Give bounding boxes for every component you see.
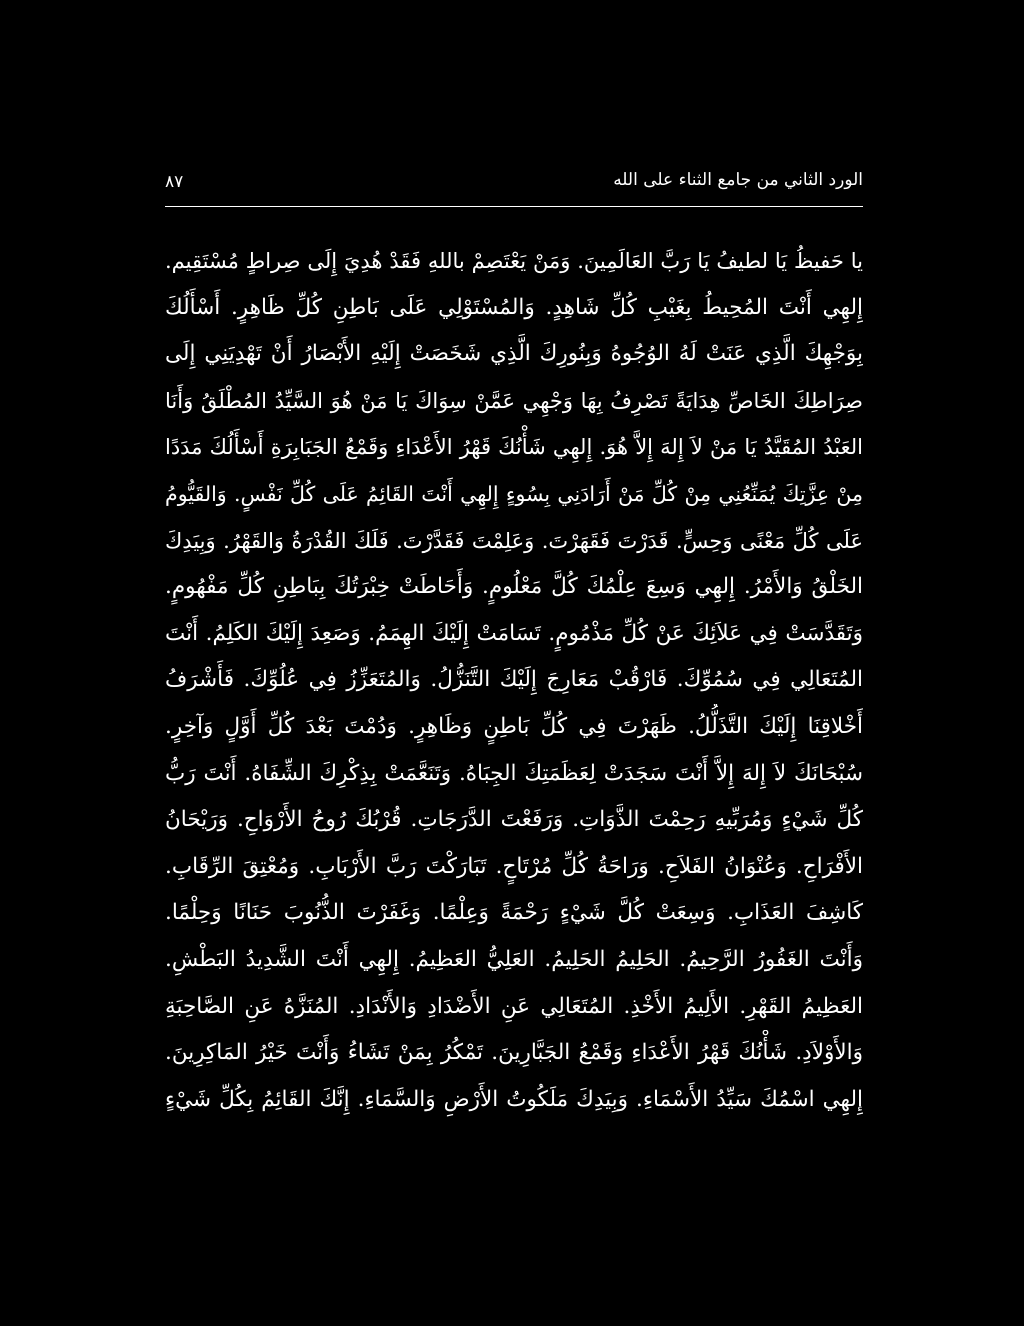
text-line: وَتَقَدَّسَتْ فِي عَلاَئِكَ عَنْ كُلِّ مَذْمُومٍ. تَسَامَتْ إِلَيْكَ الهِمَمُ. وَصَعِدَ إِلَيْكَ الكَلِمُ. أَنْتَ xyxy=(165,620,863,646)
body-text xyxy=(165,238,863,1123)
text-line: عَلَى كُلِّ مَعْنًى وَحِسٍّ. قَدَرْتَ فَقَهَرْتَ. وَعَلِمْتَ فَقَدَّرْتَ. فَلَكَ القُدْرَةُ وَالقَهْرُ. وَبِيَدِكَ xyxy=(165,528,863,553)
text-line: كَاشِفَ العَذَابِ. وَسِعَتْ كُلَّ شَيْءٍ رَحْمَةً وَعِلْمًا. وَغَفَرْتَ الذُّنُوبَ حَنَانًا وَحِلْمًا. xyxy=(165,900,863,926)
text-line: إِلهِي أَنْتَ المُحِيطُ بِغَيْبِ كُلِّ شَاهِدٍ. وَالمُسْتَوْلِي عَلَى بَاطِنِ كُلِّ ظَاهِرٍ. أَسْأَلُكَ xyxy=(165,294,863,320)
text-line: أَخْلاقِنَا إِلَيْكَ التَّذَلُّلُ. ظَهَرْتَ فِي كُلِّ بَاطِنٍ وَظَاهِرٍ. وَدُمْتَ بَعْدَ كُلِّ أَوَّلٍ وَآخِرٍ. xyxy=(165,713,863,739)
text-line: وَالأَوْلاَدِ. شَأْنُكَ قَهْرُ الأَعْدَاءِ وَقَمْعُ الجَبَّارِينَ. تَمْكُرُ بِمَنْ تَشَاءُ وَأَنْتَ خَيْرُ المَاكِرِينَ. xyxy=(165,1040,863,1066)
text-line: يا حَفيظُ يَا لطيفُ يَا رَبَّ العَالَمِينَ. وَمَنْ يَعْتَصِمْ باللهِ فَقَدْ هُدِيَ إِلَى صِراطٍ مُسْتَقِيم. xyxy=(165,249,863,273)
running-title: الورد الثاني من جامع الثناء على الله xyxy=(613,170,863,190)
text-line: كُلِّ شَيْءٍ وَمُرَبِّيهِ رَحِمْتَ الذَّوَاتِ. وَرَفَعْتَ الدَّرَجَاتِ. قُرْبُكَ رُوحُ الأَرْوَاحِ. وَرَيْحَانُ xyxy=(165,807,863,833)
text-line: سُبْحَانَكَ لاَ إِلهَ إِلاَّ أَنْتَ سَجَدَتْ لِعَظَمَتِكَ الجِبَاهُ. وَتَنَعَّمَتْ بِذِكْرِكَ الشِّفَاهُ. أَنْتَ رَبُّ xyxy=(165,760,863,786)
text-line: الخَلْقُ وَالأَمْرُ. إِلهِي وَسِعَ عِلْمُكَ كُلَّ مَعْلُومٍ. وَأَحَاطَتْ خِبْرَتُكَ بِبَاطِنِ كُلِّ مَفْهُومٍ. xyxy=(165,574,863,600)
text-line: العَبْدُ المُقَيَّدُ يَا مَنْ لاَ إِلهَ إِلاَّ هُوَ. إِلهِي شَأْنُكَ قَهْرُ الأَعْدَاءِ وَقَمْعُ الجَبَابِرَةِ أَسْأَلُكَ مَدَدًا xyxy=(165,435,863,460)
text-line: مِنْ عِزَّتِكَ يُمَنِّعُنِي مِنْ كُلِّ مَنْ أَرَادَنِي بِسُوءٍ إِلهِي أَنْتَ القَائِمُ عَلَى كُلِّ نَفْسٍ. وَالقَيُّومُ xyxy=(165,481,863,506)
text-line: المُتَعَالِي فِي سُمُوِّكَ. فَارْقُبْ مَعَارِجَ إِلَيْكَ التَّنَزُّلُ. وَالمُتَعَزِّزُ فِي عُلُوِّكَ. فَأَشْرَفُ xyxy=(165,667,863,693)
text-line: صِرَاطِكَ الخَاصِّ هِدَايَةً تَصْرِفُ بِهَا وَجْهِي عَمَّنْ سِوَاكَ يَا مَنْ هُوَ السَّيِّدُ المُطْلَقُ وَأَنَا xyxy=(165,388,863,413)
text-line: الأَفْرَاحِ. وَعُنْوَانُ الفَلاَحِ. وَرَاحَةُ كُلِّ مُرْتَاحٍ. تَبَارَكْتَ رَبَّ الأَرْبَابِ. وَمُعْتِقَ الرِّقَابِ. xyxy=(165,853,863,879)
text-line: بِوَجْهِكَ الَّذِي عَنَتْ لَهُ الوُجُوهُ وَبِنُورِكَ الَّذِي شَخَصَتْ إِلَيْهِ الأَبْصَارُ أَنْ تَهْدِيَنِي إِلَى xyxy=(165,341,863,367)
header-rule xyxy=(165,206,863,207)
text-line: إِلهِي اسْمُكَ سَيِّدُ الأَسْمَاءِ. وَبِيَدِكَ مَلَكُوتُ الأَرْضِ وَالسَّمَاءِ. إِنَّكَ القَائِمُ بِكُلِّ شَيْءٍ xyxy=(165,1086,863,1112)
page-number: ٨٧ xyxy=(165,172,184,192)
text-line: العَظِيمُ القَهْرِ. الأَلِيمُ الأَخْذِ. المُتَعَالِي عَنِ الأَضْدَادِ وَالأَنْدَادِ. المُنَزَّهُ عَنِ الصَّاحِبَةِ xyxy=(165,993,863,1019)
text-line: وَأَنْتَ الغَفُورُ الرَّحِيمُ. الحَلِيمُ الحَلِيمُ. العَلِيُّ العَظِيمُ. إِلهِي أَنْتَ الشَّدِيدُ البَطْشِ. xyxy=(165,946,863,972)
page-header xyxy=(165,168,863,196)
